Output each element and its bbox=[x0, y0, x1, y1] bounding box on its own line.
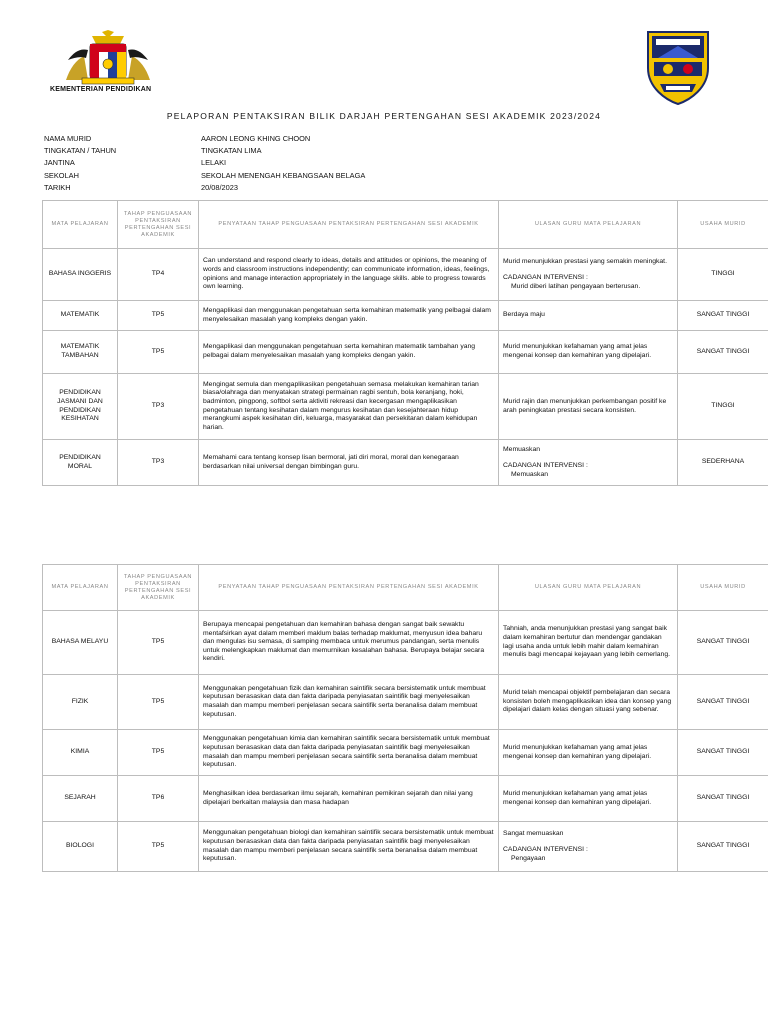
intervention-label: CADANGAN INTERVENSI : bbox=[503, 274, 588, 282]
level-cell: TP5 bbox=[118, 331, 199, 374]
statement-cell: Menggunakan pengetahuan kimia dan kemahiran saintifik secara bersistematik untuk membuat keputusan berasaskan data dan fakta daripada penyiasatan saintifik bagi menyelesaikan masalah dan mampu memberi penjelasan secara saintifik serta beranalisa dalam membuat keputusan. bbox=[199, 730, 499, 776]
info-row-gender bbox=[44, 157, 365, 169]
info-value: AARON LEONG KHING CHOON bbox=[201, 133, 311, 143]
subject-cell: KIMIA bbox=[43, 730, 118, 776]
intervention-label: CADANGAN INTERVENSI : bbox=[503, 462, 588, 470]
ministry-name: KEMENTERIAN PENDIDIKAN bbox=[50, 86, 152, 93]
remark-cell bbox=[499, 675, 678, 730]
subject-cell: FIZIK bbox=[43, 675, 118, 730]
intervention-text: Pengayaan bbox=[511, 854, 546, 862]
effort-cell: SANGAT TINGGI bbox=[678, 730, 768, 776]
malaysia-coat-of-arms-icon bbox=[62, 30, 154, 86]
intervention-label: CADANGAN INTERVENSI : bbox=[503, 846, 588, 854]
intervention-text: Murid diberi latihan pengayaan berterusan. bbox=[511, 282, 641, 290]
subject-cell: BIOLOGI bbox=[43, 822, 118, 872]
statement-cell: Can understand and respond clearly to ideas, details and attitudes or opinions, the meaning of words and classroom instructions independently; can communicate information, ideas, feelings, opinions and manage interaction appropriately in the language skills. able to progress towards own learning. bbox=[199, 249, 499, 301]
level-cell: TP3 bbox=[118, 374, 199, 440]
table-row bbox=[43, 249, 768, 301]
table-row bbox=[43, 730, 768, 776]
table-header-row bbox=[43, 565, 768, 611]
level-cell: TP5 bbox=[118, 730, 199, 776]
info-row-name bbox=[44, 132, 365, 144]
table-row bbox=[43, 301, 768, 331]
effort-cell: SANGAT TINGGI bbox=[678, 331, 768, 374]
info-value: SEKOLAH MENENGAH KEBANGSAAN BELAGA bbox=[201, 170, 366, 180]
info-value: LELAKI bbox=[201, 158, 227, 168]
header-level: TAHAP PENGUASAAN PENTAKSIRAN PERTENGAHAN SESI AKADEMIK bbox=[118, 201, 199, 249]
remark-text: Murid menunjukkan kefahaman yang amat jelas mengenai konsep dan kemahiran yang dipelajari. bbox=[503, 743, 652, 760]
header-remark: ULASAN GURU MATA PELAJARAN bbox=[499, 565, 678, 611]
effort-cell: SANGAT TINGGI bbox=[678, 301, 768, 331]
remark-cell bbox=[499, 730, 678, 776]
remark-cell bbox=[499, 440, 678, 486]
effort-cell: SANGAT TINGGI bbox=[678, 611, 768, 675]
info-row-date bbox=[44, 182, 365, 194]
remark-text: Murid menunjukkan kefahaman yang amat jelas mengenai konsep dan kemahiran yang dipelajari. bbox=[503, 343, 652, 359]
statement-cell: Mengaplikasi dan menggunakan pengetahuan serta kemahiran matematik tambahan yang pelbagai dalam menyelesaikan masalah yang kompleks dengan yakin. bbox=[199, 331, 499, 374]
subject-cell: BAHASA INGGERIS bbox=[43, 249, 118, 301]
header-effort: USAHA MURID bbox=[678, 565, 768, 611]
header-statement: PENYATAAN TAHAP PENGUASAAN PENTAKSIRAN PERTENGAHAN SESI AKADEMIK bbox=[199, 201, 499, 249]
info-row-school bbox=[44, 169, 365, 181]
statement-cell: Menggunakan pengetahuan fizik dan kemahiran saintifik secara bersistematik untuk membuat keputusan berasaskan data dan fakta daripada penyiasatan saintifik bagi menyelesaikan masalah dan mampu memberi penjelasan secara saintifik serta beranalisa dalam membuat keputusan. bbox=[199, 675, 499, 730]
remark-text: Murid menunjukkan prestasi yang semakin meningkat. bbox=[503, 257, 667, 265]
remark-text: Murid rajin dan menunjukkan perkembangan positif ke arah peningkatan prestasi secara konsisten. bbox=[503, 397, 667, 414]
results-table-1 bbox=[42, 200, 768, 486]
subject-cell: MATEMATIK TAMBAHAN bbox=[43, 331, 118, 374]
remark-text: Tahniah, anda menunjukkan prestasi yang sangat baik dalam kemahiran bertutur dan mendengar gandakan lagi usaha anda untuk lebih mahir dalam kemahiran menulis bagi mencapai kejayaan yang lebih cemerlang. bbox=[503, 625, 671, 659]
header-effort: USAHA MURID bbox=[678, 201, 768, 249]
level-cell: TP4 bbox=[118, 249, 199, 301]
header-statement: PENYATAAN TAHAP PENGUASAAN PENTAKSIRAN PERTENGAHAN SESI AKADEMIK bbox=[199, 565, 499, 611]
effort-cell: SANGAT TINGGI bbox=[678, 675, 768, 730]
student-info bbox=[44, 132, 365, 194]
subject-cell: SEJARAH bbox=[43, 776, 118, 822]
level-cell: TP5 bbox=[118, 301, 199, 331]
header-remark: ULASAN GURU MATA PELAJARAN bbox=[499, 201, 678, 249]
table-row bbox=[43, 331, 768, 374]
page-title: PELAPORAN PENTAKSIRAN BILIK DARJAH PERTENGAHAN SESI AKADEMIK 2023/2024 bbox=[166, 111, 602, 121]
level-cell: TP3 bbox=[118, 440, 199, 486]
subject-cell: BAHASA MELAYU bbox=[43, 611, 118, 675]
info-label: TINGKATAN / TAHUN bbox=[44, 146, 117, 156]
remark-cell bbox=[499, 249, 678, 301]
statement-cell: Menghasilkan idea berdasarkan ilmu sejarah, kemahiran pemikiran sejarah dan nilai yang dipelajari berkaitan malaysia dan masa hadapan bbox=[199, 776, 499, 822]
table-row bbox=[43, 822, 768, 872]
info-value: TINGKATAN LIMA bbox=[201, 146, 262, 156]
table-header-row bbox=[43, 201, 768, 249]
info-row-form bbox=[44, 144, 365, 156]
table-row bbox=[43, 440, 768, 486]
remark-cell bbox=[499, 611, 678, 675]
statement-cell: Menggunakan pengetahuan biologi dan kemahiran saintifik secara bersistematik untuk membuat keputusan berasaskan data dan fakta daripada penyiasatan saintifik bagi menyelesaikan masalah dan mampu memberi penjelasan secara saintifik serta beranalisa dalam membuat keputusan. bbox=[199, 822, 499, 872]
intervention-text: Memuaskan bbox=[511, 470, 549, 478]
level-cell: TP5 bbox=[118, 675, 199, 730]
effort-cell: TINGGI bbox=[678, 374, 768, 440]
remark-text: Berdaya maju bbox=[503, 311, 545, 319]
info-label: JANTINA bbox=[44, 158, 75, 168]
remark-cell bbox=[499, 331, 678, 374]
subject-cell: PENDIDIKAN MORAL bbox=[43, 440, 118, 486]
statement-cell: Mengaplikasi dan menggunakan pengetahuan serta kemahiran matematik yang pelbagai dalam menyelesaikan masalah yang kompleks dengan yakin. bbox=[199, 301, 499, 331]
level-cell: TP5 bbox=[118, 611, 199, 675]
smk-belaga-school-crest-icon bbox=[644, 28, 712, 106]
info-label: NAMA MURID bbox=[44, 133, 92, 143]
header-level: TAHAP PENGUASAAN PENTAKSIRAN PERTENGAHAN SESI AKADEMIK bbox=[118, 565, 199, 611]
remark-cell bbox=[499, 822, 678, 872]
remark-text: Murid telah mencapai objektif pembelajaran dan secara konsisten boleh mengaplikasikan idea dan konsep yang dipelajari dalam kelas dengan situasi yang sebenar. bbox=[503, 689, 672, 714]
table-row bbox=[43, 776, 768, 822]
table-row bbox=[43, 675, 768, 730]
statement-cell: Memahami cara tentang konsep lisan bermoral, jati diri moral, moral dan kenegaraan berdasarkan nilai universal dengan bimbingan guru. bbox=[199, 440, 499, 486]
effort-cell: SANGAT TINGGI bbox=[678, 822, 768, 872]
effort-cell: SANGAT TINGGI bbox=[678, 776, 768, 822]
effort-cell: TINGGI bbox=[678, 249, 768, 301]
effort-cell: SEDERHANA bbox=[678, 440, 768, 486]
table-row bbox=[43, 611, 768, 675]
remark-cell bbox=[499, 301, 678, 331]
subject-cell: PENDIDIKAN JASMANI DAN PENDIDIKAN KESIHATAN bbox=[43, 374, 118, 440]
info-value: 20/08/2023 bbox=[201, 183, 238, 193]
remark-text: Sangat memuaskan bbox=[503, 829, 564, 837]
subject-cell: MATEMATIK bbox=[43, 301, 118, 331]
header-subject: MATA PELAJARAN bbox=[43, 201, 118, 249]
table-row bbox=[43, 374, 768, 440]
remark-cell bbox=[499, 776, 678, 822]
level-cell: TP6 bbox=[118, 776, 199, 822]
info-label: SEKOLAH bbox=[44, 170, 79, 180]
statement-cell: Mengingat semula dan mengaplikasikan pengetahuan semasa melakukan kemahiran tarian biasa/olahraga dan menyatakan strategi permainan ragbi sentuh, bola keranjang, hoki, badminton, pingpong, softbol serta aktiviti rekreasi dan kecergasan mengaplikasikan pengetahuan tentang kesihatan dalam mengurus kesihatan dan kesejahteraan hidup merangkumi aspek kesihatan diri, keluarga, masyarakat dan persekitaran dalam kehidupan harian. bbox=[199, 374, 499, 440]
remark-cell bbox=[499, 374, 678, 440]
info-label: TARIKH bbox=[44, 183, 71, 193]
level-cell: TP5 bbox=[118, 822, 199, 872]
remark-text: Memuaskan bbox=[503, 445, 541, 453]
remark-text: Murid menunjukkan kefahaman yang amat jelas mengenai konsep dan kemahiran yang dipelajari. bbox=[503, 789, 652, 806]
statement-cell: Berupaya mencapai pengetahuan dan kemahiran bahasa dengan sangat baik sewaktu mentafsirkan ayat dalam memberi maklum balas terhadap maklumat, menyusun idea baharu dan mengulas isu semasa, di samping membaca untuk merumus pandangan, serta menulis untuk melengkapkan maklumat dan memurnikan kesalahan bahasa. Berupaya belajar secara kendiri. bbox=[199, 611, 499, 675]
results-table-2 bbox=[42, 564, 768, 872]
header-subject: MATA PELAJARAN bbox=[43, 565, 118, 611]
